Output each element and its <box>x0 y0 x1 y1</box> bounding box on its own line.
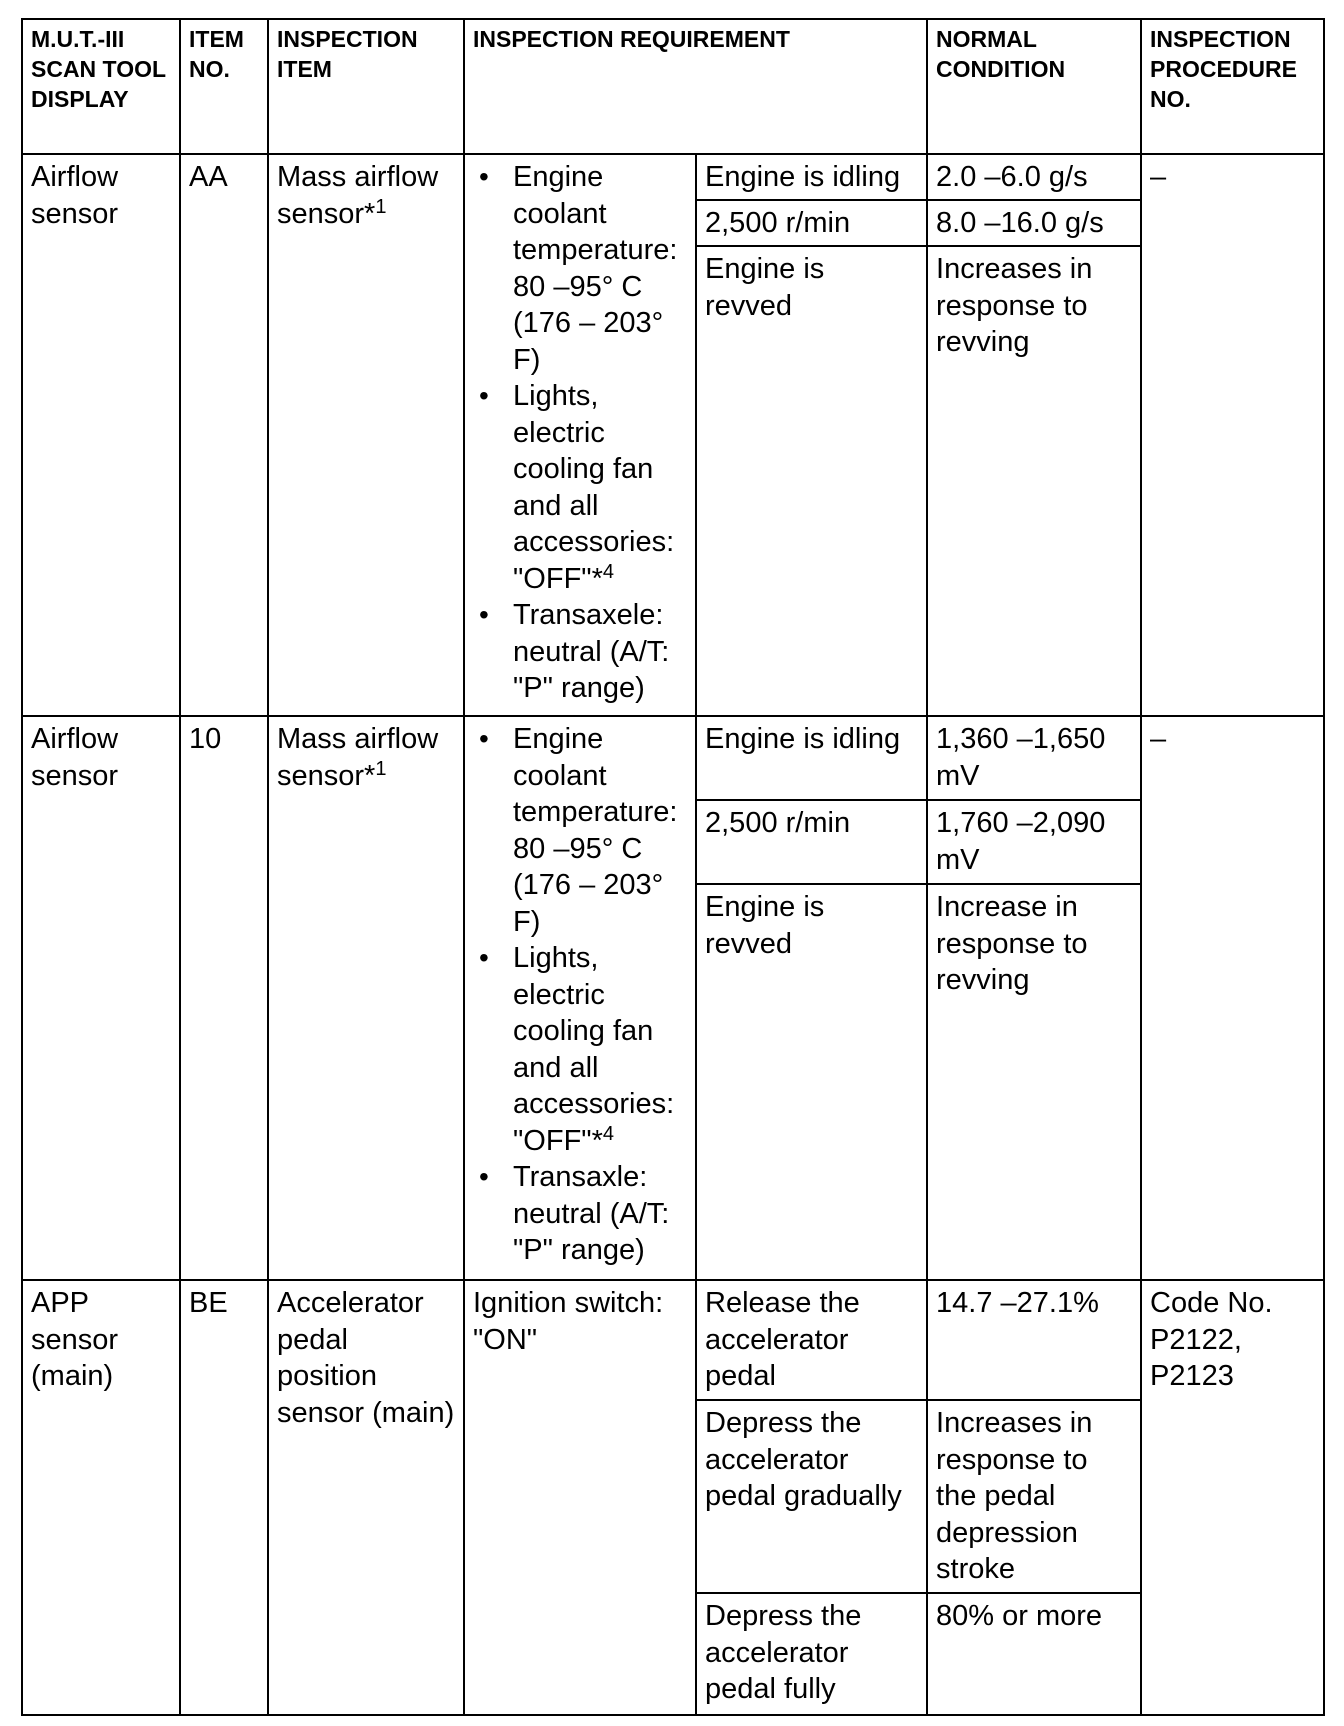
condition-cell: Engine is revved <box>696 884 927 1280</box>
procedure-cell: Code No. P2122, P2123 <box>1141 1280 1324 1715</box>
requirement-bullet: • Engine coolant temperature: 80 –95° C (176 – 203° F) <box>473 721 687 940</box>
header-inspection-requirement: INSPECTION REQUIREMENT <box>464 19 927 154</box>
header-item-no: ITEM NO. <box>180 19 268 154</box>
scan-tool-display-cell: Airflow sensor <box>22 154 180 716</box>
normal-condition-cell: 1,760 –2,090 mV <box>927 800 1141 884</box>
requirement-list <box>473 721 687 1269</box>
requirement-cell <box>464 154 696 716</box>
normal-condition-cell: 80% or more <box>927 1593 1141 1715</box>
condition-cell: Engine is idling <box>696 716 927 800</box>
requirement-bullet: • Lights, electric cooling fan and all accessories: "OFF"*$^4$ <box>473 940 687 1159</box>
normal-condition-cell: 1,360 –1,650 mV <box>927 716 1141 800</box>
condition-cell: Engine is idling <box>696 154 927 200</box>
condition-cell: Depress the accelerator pedal gradually <box>696 1400 927 1593</box>
requirement-cell <box>464 716 696 1280</box>
normal-condition-cell: Increases in response to the pedal depression stroke <box>927 1400 1141 1593</box>
normal-condition-cell: 14.7 –27.1% <box>927 1280 1141 1400</box>
inspection-item-cell: Accelerator pedal position sensor (main) <box>268 1280 464 1715</box>
header-row <box>22 19 1324 154</box>
table-row <box>22 1280 1324 1400</box>
inspection-item-cell: Mass airflow sensor*$^1$ <box>268 716 464 1280</box>
header-normal-condition: NORMAL CONDITION <box>927 19 1141 154</box>
requirement-bullet: • Engine coolant temperature: 80 –95° C (176 – 203° F) <box>473 159 687 378</box>
procedure-cell: – <box>1141 154 1324 716</box>
condition-cell: 2,500 r/min <box>696 200 927 246</box>
normal-condition-cell: 2.0 –6.0 g/s <box>927 154 1141 200</box>
header-inspection-item: INSPECTION ITEM <box>268 19 464 154</box>
header-inspection-procedure-no: INSPECTION PROCEDURE NO. <box>1141 19 1324 154</box>
condition-cell: Release the accelerator pedal <box>696 1280 927 1400</box>
requirement-bullet: • Lights, electric cooling fan and all accessories: "OFF"*$^4$ <box>473 378 687 597</box>
inspection-table <box>21 18 1325 1716</box>
requirement-bullet: • Transaxele: neutral (A/T: "P" range) <box>473 597 687 707</box>
requirement-cell: Ignition switch: "ON" <box>464 1280 696 1715</box>
condition-cell: Engine is revved <box>696 246 927 716</box>
table-row <box>22 154 1324 200</box>
requirement-bullet: • Transaxle: neutral (A/T: "P" range) <box>473 1159 687 1269</box>
normal-condition-cell: Increases in response to revving <box>927 246 1141 716</box>
item-no-cell: AA <box>180 154 268 716</box>
inspection-item-cell: Mass airflow sensor*$^1$ <box>268 154 464 716</box>
condition-cell: 2,500 r/min <box>696 800 927 884</box>
normal-condition-cell: 8.0 –16.0 g/s <box>927 200 1141 246</box>
normal-condition-cell: Increase in response to revving <box>927 884 1141 1280</box>
table-row <box>22 716 1324 800</box>
condition-cell: Depress the accelerator pedal fully <box>696 1593 927 1715</box>
requirement-list <box>473 159 687 707</box>
header-scan-tool-display: M.U.T.-III SCAN TOOL DISPLAY <box>22 19 180 154</box>
scan-tool-display-cell: Airflow sensor <box>22 716 180 1280</box>
scan-tool-display-cell: APP sensor (main) <box>22 1280 180 1715</box>
item-no-cell: 10 <box>180 716 268 1280</box>
procedure-cell: – <box>1141 716 1324 1280</box>
item-no-cell: BE <box>180 1280 268 1715</box>
